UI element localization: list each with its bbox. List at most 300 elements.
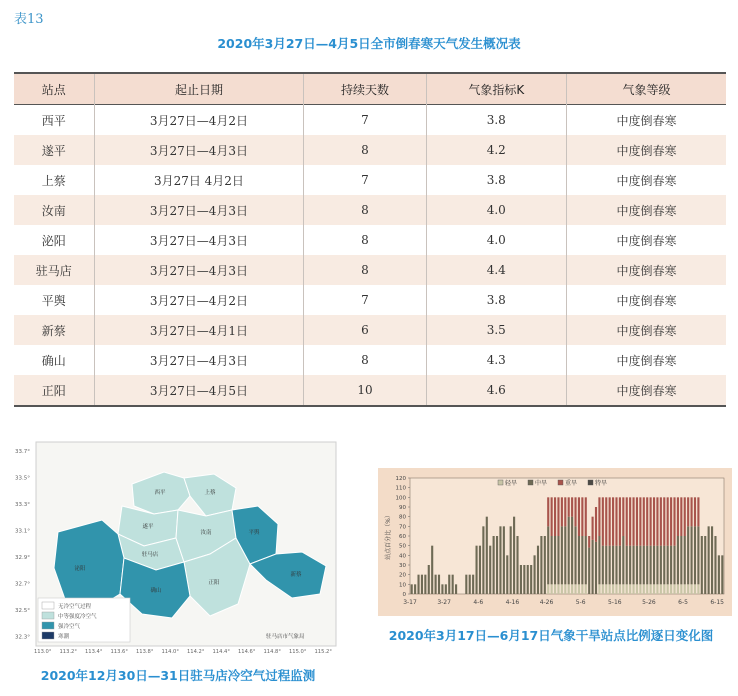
map-y-tick: 33.7° xyxy=(15,449,30,455)
bar-segment xyxy=(626,546,628,585)
bar-segment xyxy=(578,584,580,594)
cell-station: 确山 xyxy=(14,345,94,375)
map-x-tick: 115.0° xyxy=(289,649,307,655)
bar-segment xyxy=(721,555,723,594)
y-tick-label: 100 xyxy=(395,495,406,502)
bar-segment xyxy=(691,497,693,526)
table-row xyxy=(14,255,726,285)
bar-segment xyxy=(653,497,655,545)
bar-segment xyxy=(585,536,587,584)
bar-segment xyxy=(561,584,563,594)
y-tick-label: 120 xyxy=(395,476,406,482)
bar-segment xyxy=(592,517,594,540)
legend-swatch xyxy=(498,480,503,485)
bar-segment xyxy=(544,536,546,594)
bar-segment xyxy=(564,497,566,526)
x-tick-label: 4-26 xyxy=(539,599,554,606)
cell-level: 中度倒春寒 xyxy=(566,165,726,195)
bar-segment xyxy=(697,497,699,526)
table-row xyxy=(14,225,726,255)
x-tick-label: 3-27 xyxy=(437,599,451,606)
bar-segment xyxy=(660,546,662,585)
bar-segment xyxy=(588,536,590,548)
y-tick-label: 30 xyxy=(399,563,406,569)
cell-duration: 7 xyxy=(304,105,426,136)
header-station: 站点 xyxy=(14,73,94,105)
x-tick-label: 5-16 xyxy=(607,599,622,606)
cell-level: 中度倒春寒 xyxy=(566,315,726,345)
map-y-tick: 33.1° xyxy=(15,528,30,535)
map-x-tick: 114.4° xyxy=(212,649,230,655)
bar-segment xyxy=(411,584,413,594)
bar-segment xyxy=(598,536,600,584)
legend-swatch xyxy=(588,480,593,485)
bar-segment xyxy=(629,584,631,594)
bar-segment xyxy=(475,546,477,594)
map-region-label: 正阳 xyxy=(208,580,220,586)
bar-segment xyxy=(609,497,611,545)
x-tick-label: 5-26 xyxy=(642,599,656,606)
map-region-label: 遂平 xyxy=(142,524,154,530)
cell-station: 平舆 xyxy=(14,285,94,315)
map-region-label: 平舆 xyxy=(248,530,260,536)
cell-station: 驻马店 xyxy=(14,255,94,285)
bar-segment xyxy=(581,497,583,536)
bar-segment xyxy=(452,575,454,594)
drought-ratio-chart xyxy=(378,468,732,616)
x-tick-label: 5-6 xyxy=(575,599,586,606)
bar-segment xyxy=(656,546,658,585)
map-x-tick: 113.0° xyxy=(34,649,52,655)
bar-segment xyxy=(639,584,641,594)
bar-segment xyxy=(612,497,614,545)
bar-segment xyxy=(445,584,447,594)
table-row xyxy=(14,375,726,406)
map-region xyxy=(54,520,124,610)
bar-segment xyxy=(680,497,682,536)
cell-index-k: 3.8 xyxy=(426,105,566,136)
cell-station: 泌阳 xyxy=(14,225,94,255)
legend-swatch xyxy=(42,612,54,619)
bar-segment xyxy=(670,546,672,585)
bar-segment xyxy=(428,565,430,594)
cell-date-range: 3月27日—4月2日 xyxy=(94,105,304,136)
bar-segment xyxy=(646,546,648,585)
map-x-tick: 114.2° xyxy=(187,649,205,655)
bar-segment xyxy=(632,546,634,585)
bar-segment xyxy=(534,555,536,594)
legend-label: 强冷空气 xyxy=(58,624,81,630)
cold-air-map xyxy=(14,434,338,656)
cell-index-k: 3.5 xyxy=(426,315,566,345)
bar-segment xyxy=(677,536,679,584)
map-y-tick: 33.5° xyxy=(15,475,30,482)
cell-index-k: 4.4 xyxy=(426,255,566,285)
bar-segment xyxy=(697,526,699,584)
bar-segment xyxy=(667,584,669,594)
bar-segment xyxy=(489,546,491,594)
bar-segment xyxy=(680,536,682,584)
bar-segment xyxy=(414,584,416,594)
bar-segment xyxy=(632,584,634,594)
bar-segment xyxy=(465,575,467,594)
y-tick-label: 20 xyxy=(399,572,406,579)
cell-level: 中度倒春寒 xyxy=(566,285,726,315)
bar-segment xyxy=(441,584,443,594)
bar-segment xyxy=(612,584,614,594)
x-tick-label: 6-5 xyxy=(678,599,688,606)
bar-segment xyxy=(677,497,679,536)
bar-segment xyxy=(605,546,607,585)
legend-label: 中旱 xyxy=(535,480,548,487)
cell-duration: 10 xyxy=(304,375,426,406)
cell-level: 中度倒春寒 xyxy=(566,135,726,165)
bar-segment xyxy=(537,546,539,594)
bar-segment xyxy=(448,575,450,594)
map-x-tick: 114.6° xyxy=(238,649,256,655)
bar-segment xyxy=(704,536,706,594)
header-level: 气象等级 xyxy=(566,73,726,105)
map-x-tick: 114.8° xyxy=(263,649,281,655)
bar-segment xyxy=(568,497,570,516)
bar-segment xyxy=(680,584,682,594)
bar-segment xyxy=(650,497,652,545)
bar-segment xyxy=(506,555,508,594)
bar-segment xyxy=(551,497,553,536)
map-y-tick: 32.3° xyxy=(15,634,30,641)
bar-segment xyxy=(568,584,570,594)
bar-segment xyxy=(653,546,655,585)
map-region-label: 新蔡 xyxy=(290,572,302,578)
bar-segment xyxy=(503,526,505,594)
bar-segment xyxy=(612,546,614,585)
map-x-tick: 113.6° xyxy=(110,649,128,655)
y-axis-label: 站点百分比（%） xyxy=(385,512,392,560)
bar-segment xyxy=(673,584,675,594)
bar-segment xyxy=(663,497,665,545)
y-tick-label: 40 xyxy=(399,553,406,560)
bar-segment xyxy=(691,584,693,594)
bar-segment xyxy=(568,517,570,585)
bar-segment xyxy=(687,497,689,526)
cell-duration: 8 xyxy=(304,135,426,165)
cell-station: 上蔡 xyxy=(14,165,94,195)
bar-segment xyxy=(421,575,423,594)
bar-segment xyxy=(598,497,600,536)
cell-date-range: 3月27日—4月5日 xyxy=(94,375,304,406)
legend-label: 中等强度冷空气 xyxy=(58,614,97,620)
bar-segment xyxy=(708,526,710,594)
cell-duration: 7 xyxy=(304,165,426,195)
x-tick-label: 6-15 xyxy=(710,599,724,606)
cell-station: 汝南 xyxy=(14,195,94,225)
bar-segment xyxy=(602,584,604,594)
bar-segment xyxy=(571,517,573,585)
map-x-tick: 114.0° xyxy=(161,649,179,655)
bar-segment xyxy=(619,546,621,585)
bar-segment xyxy=(667,497,669,545)
bar-segment xyxy=(701,536,703,594)
table-label: 表13 xyxy=(14,12,44,27)
cell-level: 中度倒春寒 xyxy=(566,105,726,136)
bar-segment xyxy=(435,575,437,594)
map-region-label: 泌阳 xyxy=(74,566,86,572)
bar-segment xyxy=(626,584,628,594)
cell-duration: 8 xyxy=(304,225,426,255)
table-title: 2020年3月27日—4月5日全市倒春寒天气发生概况表 xyxy=(217,36,521,51)
bar-segment xyxy=(547,497,549,526)
map-x-tick: 115.2° xyxy=(314,649,332,655)
table-row xyxy=(14,315,726,345)
bar-segment xyxy=(554,497,556,536)
cell-level: 中度倒春寒 xyxy=(566,225,726,255)
bar-segment xyxy=(588,548,590,594)
bar-segment xyxy=(574,497,576,526)
bar-segment xyxy=(574,526,576,584)
cell-duration: 8 xyxy=(304,255,426,285)
bar-segment xyxy=(551,584,553,594)
table-row xyxy=(14,195,726,225)
table-row xyxy=(14,135,726,165)
bar-segment xyxy=(540,536,542,594)
bar-segment xyxy=(677,584,679,594)
bar-segment xyxy=(718,555,720,594)
drought-summary-table xyxy=(14,72,726,407)
bar-segment xyxy=(639,546,641,585)
map-y-tick: 32.5° xyxy=(15,608,30,614)
cell-level: 中度倒春寒 xyxy=(566,375,726,406)
cell-index-k: 3.8 xyxy=(426,285,566,315)
bar-segment xyxy=(431,546,433,594)
bar-segment xyxy=(571,584,573,594)
bar-segment xyxy=(643,497,645,545)
bar-segment xyxy=(660,497,662,545)
legend-label: 特旱 xyxy=(595,480,608,487)
map-y-tick: 32.7° xyxy=(15,581,30,588)
bar-segment xyxy=(581,536,583,584)
cell-index-k: 4.6 xyxy=(426,375,566,406)
bar-segment xyxy=(499,526,501,594)
cell-date-range: 3月27日 4月2日 xyxy=(94,165,304,195)
bar-segment xyxy=(711,526,713,594)
bar-segment xyxy=(513,517,515,594)
bar-segment xyxy=(605,584,607,594)
bar-segment xyxy=(622,536,624,584)
bar-segment xyxy=(493,536,495,594)
bar-segment xyxy=(557,536,559,584)
bar-segment xyxy=(643,584,645,594)
cell-station: 遂平 xyxy=(14,135,94,165)
bar-segment xyxy=(523,565,525,594)
legend-swatch xyxy=(558,480,563,485)
bar-segment xyxy=(646,497,648,545)
bar-segment xyxy=(694,526,696,584)
bar-segment xyxy=(622,497,624,536)
bar-segment xyxy=(564,584,566,594)
bar-segment xyxy=(472,575,474,594)
cell-date-range: 3月27日—4月3日 xyxy=(94,255,304,285)
legend-label: 无冷空气过程 xyxy=(58,604,92,610)
legend-label: 寒潮 xyxy=(58,634,70,640)
bar-segment xyxy=(424,575,426,594)
cell-level: 中度倒春寒 xyxy=(566,345,726,375)
bar-segment xyxy=(636,497,638,545)
cell-date-range: 3月27日—4月3日 xyxy=(94,345,304,375)
bar-segment xyxy=(622,584,624,594)
y-tick-label: 90 xyxy=(399,505,406,511)
bar-segment xyxy=(609,584,611,594)
bar-segment xyxy=(673,546,675,585)
cell-index-k: 4.2 xyxy=(426,135,566,165)
bar-segment xyxy=(663,546,665,585)
bar-segment xyxy=(687,526,689,584)
map-region-label: 驻马店 xyxy=(141,552,159,558)
map-y-tick: 32.9° xyxy=(15,555,30,561)
bar-segment xyxy=(496,536,498,594)
map-caption: 2020年12月30日—31日驻马店冷空气过程监测 xyxy=(40,668,316,683)
bar-segment xyxy=(479,546,481,594)
bar-segment xyxy=(619,497,621,545)
bar-segment xyxy=(660,584,662,594)
bar-segment xyxy=(527,565,529,594)
bar-segment xyxy=(670,497,672,545)
bar-segment xyxy=(561,526,563,584)
legend-swatch xyxy=(42,632,54,639)
bar-segment xyxy=(551,536,553,584)
bar-segment xyxy=(650,584,652,594)
y-tick-label: 10 xyxy=(399,582,406,589)
bar-segment xyxy=(684,497,686,536)
cell-index-k: 3.8 xyxy=(426,165,566,195)
bar-segment xyxy=(578,536,580,584)
bar-segment xyxy=(469,575,471,594)
cell-date-range: 3月27日—4月3日 xyxy=(94,225,304,255)
bar-segment xyxy=(694,584,696,594)
cell-duration: 6 xyxy=(304,315,426,345)
header-duration: 持续天数 xyxy=(304,73,426,105)
bar-segment xyxy=(547,526,549,584)
bar-segment xyxy=(714,536,716,594)
header-index-k: 气象指标K xyxy=(426,73,566,105)
bar-segment xyxy=(561,497,563,526)
bar-segment xyxy=(486,517,488,594)
cell-duration: 8 xyxy=(304,345,426,375)
y-tick-label: 0 xyxy=(402,592,406,598)
cell-index-k: 4.0 xyxy=(426,195,566,225)
cell-date-range: 3月27日—4月3日 xyxy=(94,195,304,225)
table-row xyxy=(14,285,726,315)
bar-segment xyxy=(697,584,699,594)
cell-duration: 7 xyxy=(304,285,426,315)
bar-segment xyxy=(643,546,645,585)
cell-date-range: 3月27日—4月3日 xyxy=(94,135,304,165)
map-x-tick: 113.2° xyxy=(59,649,77,655)
map-legend xyxy=(38,598,130,642)
bar-segment xyxy=(547,584,549,594)
bar-segment xyxy=(510,526,512,594)
bar-segment xyxy=(639,497,641,545)
bar-segment xyxy=(626,497,628,545)
y-tick-label: 60 xyxy=(399,534,406,540)
map-credit: 驻马店市气象局 xyxy=(266,634,305,640)
x-tick-label: 4-16 xyxy=(505,599,520,606)
bar-segment xyxy=(482,526,484,594)
bar-segment xyxy=(595,507,597,542)
bar-segment xyxy=(557,497,559,536)
bar-segment xyxy=(684,536,686,584)
bar-segment xyxy=(595,542,597,594)
y-tick-label: 110 xyxy=(395,485,406,492)
bar-segment xyxy=(605,497,607,545)
bar-segment xyxy=(557,584,559,594)
bar-segment xyxy=(615,497,617,545)
map-x-tick: 113.8° xyxy=(136,649,154,655)
bar-segment xyxy=(530,565,532,594)
bar-segment xyxy=(585,584,587,594)
map-region-label: 汝南 xyxy=(200,530,212,536)
bar-segment xyxy=(632,497,634,545)
cell-date-range: 3月27日—4月2日 xyxy=(94,285,304,315)
legend-swatch xyxy=(42,602,54,609)
bar-segment xyxy=(602,497,604,545)
bar-segment xyxy=(684,584,686,594)
bar-segment xyxy=(615,546,617,585)
bar-segment xyxy=(581,584,583,594)
bar-segment xyxy=(636,546,638,585)
table-header-row xyxy=(14,73,726,105)
y-tick-label: 70 xyxy=(399,524,406,531)
bar-segment xyxy=(629,497,631,545)
bar-segment xyxy=(646,584,648,594)
legend-label: 轻旱 xyxy=(505,480,518,487)
cell-level: 中度倒春寒 xyxy=(566,255,726,285)
cell-station: 正阳 xyxy=(14,375,94,406)
bar-segment xyxy=(656,584,658,594)
table-row xyxy=(14,165,726,195)
cell-date-range: 3月27日—4月1日 xyxy=(94,315,304,345)
bar-segment xyxy=(578,497,580,536)
bar-segment xyxy=(455,584,457,594)
map-region-label: 西平 xyxy=(154,490,166,496)
legend-swatch xyxy=(528,480,533,485)
map-region-label: 确山 xyxy=(150,588,162,594)
legend-label: 重旱 xyxy=(565,480,578,487)
bar-segment xyxy=(694,497,696,526)
cell-index-k: 4.0 xyxy=(426,225,566,255)
bar-segment xyxy=(516,536,518,594)
cell-level: 中度倒春寒 xyxy=(566,195,726,225)
bar-segment xyxy=(571,497,573,516)
x-tick-label: 4-6 xyxy=(473,599,484,606)
bar-segment xyxy=(673,497,675,545)
bar-segment xyxy=(636,584,638,594)
cell-station: 西平 xyxy=(14,105,94,136)
legend-swatch xyxy=(42,622,54,629)
chart-caption: 2020年3月17日—6月17日气象干旱站点比例逐日变化图 xyxy=(388,628,714,643)
bar-segment xyxy=(656,497,658,545)
bar-segment xyxy=(564,526,566,584)
cell-index-k: 4.3 xyxy=(426,345,566,375)
bar-segment xyxy=(687,584,689,594)
bar-segment xyxy=(520,565,522,594)
x-tick-label: 3-17 xyxy=(403,599,417,606)
bar-segment xyxy=(438,575,440,594)
map-x-tick: 113.4° xyxy=(85,649,103,655)
bar-segment xyxy=(609,546,611,585)
bar-segment xyxy=(650,546,652,585)
bar-segment xyxy=(615,584,617,594)
table-row xyxy=(14,105,726,136)
